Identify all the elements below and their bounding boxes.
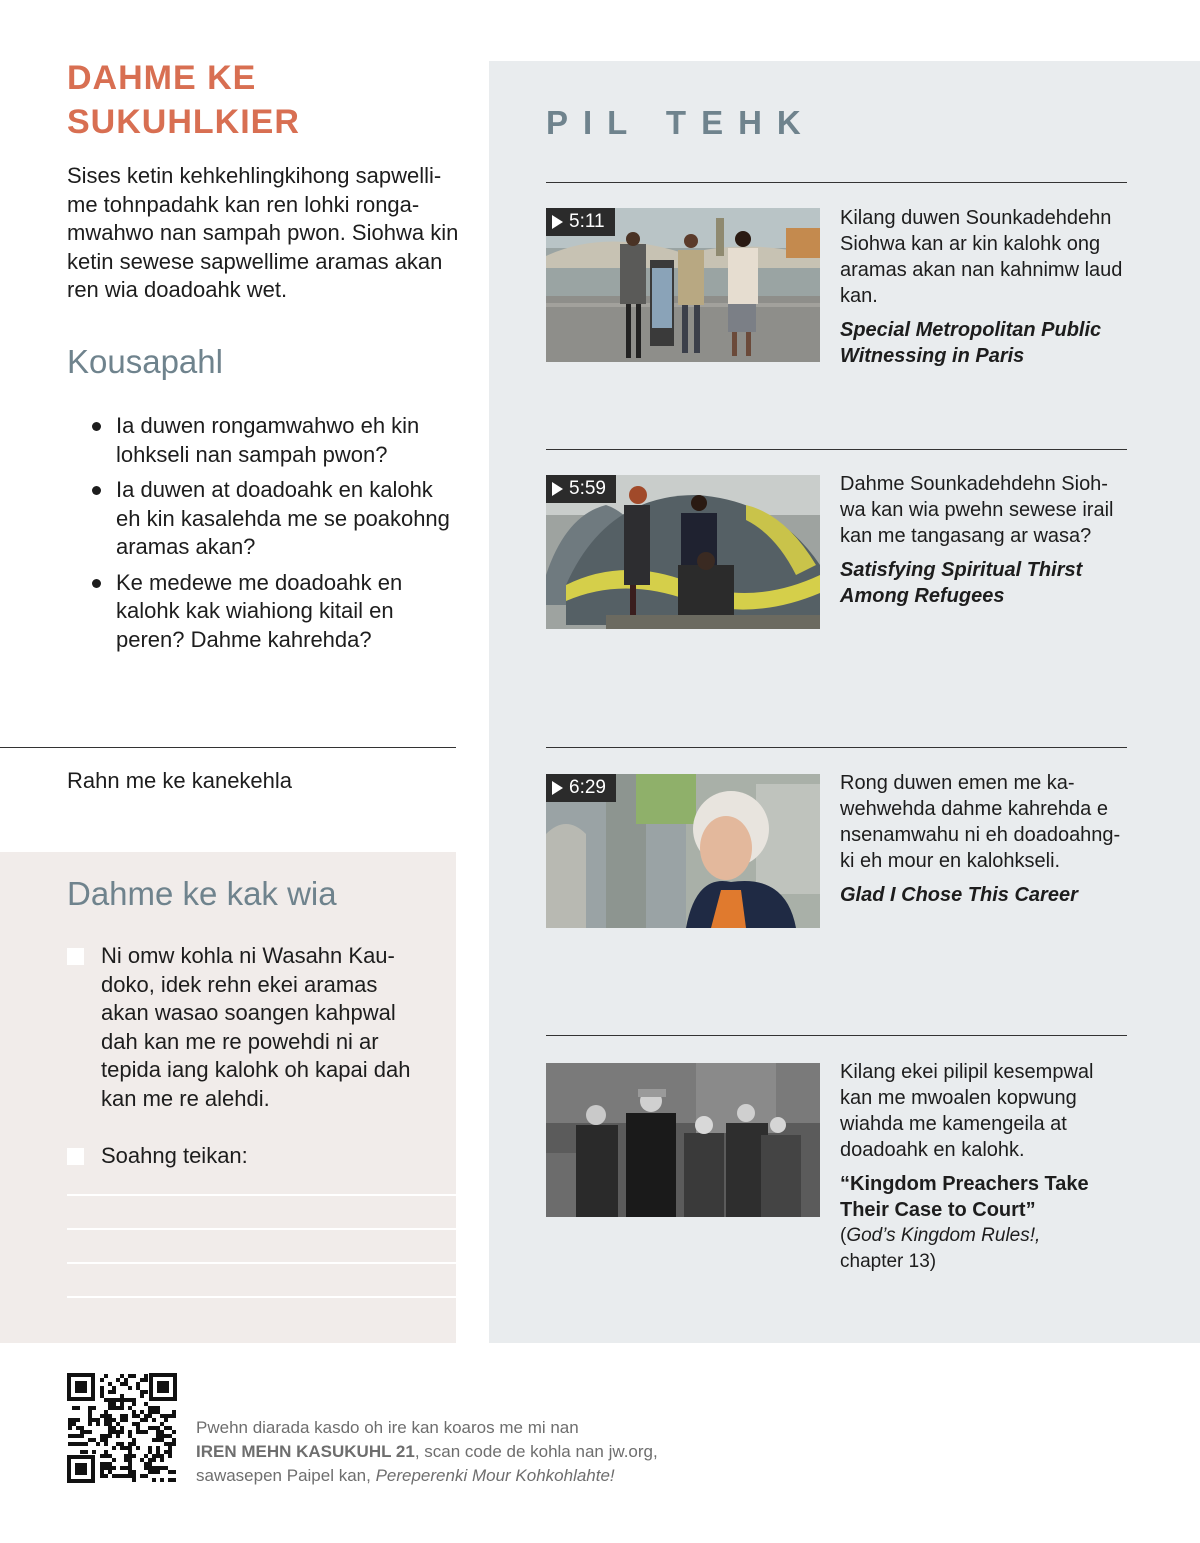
bullet-icon xyxy=(92,579,101,588)
article-source: (God’s Kingdom Rules!, chapter 13) xyxy=(840,1225,1041,1272)
video-duration: 5:11 xyxy=(546,208,615,236)
qr-code-icon xyxy=(67,1373,177,1483)
bullet-icon xyxy=(92,422,101,431)
play-icon xyxy=(552,781,563,795)
review-heading: Kousapahl xyxy=(67,343,223,380)
divider xyxy=(546,1035,1127,1036)
video-info xyxy=(840,1059,1130,1275)
video-duration: 6:29 xyxy=(546,774,616,802)
video-thumbnail[interactable] xyxy=(546,774,820,928)
play-icon xyxy=(552,482,563,496)
divider xyxy=(546,449,1127,450)
divider xyxy=(0,747,456,748)
page-title xyxy=(67,56,447,144)
court-group-image xyxy=(546,1063,820,1217)
video-title[interactable]: Glad I Chose This Career xyxy=(840,884,1078,906)
todo-heading: Dahme ke kak wia xyxy=(67,875,337,912)
video-thumbnail[interactable] xyxy=(546,208,820,362)
checkbox[interactable] xyxy=(67,948,84,965)
date-completed-label: Rahn me ke kanekehla xyxy=(67,768,293,793)
footer-note: Pwehn diarada kasdo oh ire kan koaros me mi nan IREN MEHN KASUKUHL 21, scan code de kohla nan jw.org, sawasepen Paipel kan, Pereperenki Mour Kohkohlahte! xyxy=(196,1418,658,1485)
divider xyxy=(546,182,1127,183)
videos-heading: PIL TEHK xyxy=(546,104,816,141)
video-duration: 5:59 xyxy=(546,475,616,503)
video-info xyxy=(840,471,1130,609)
video-description: Dahme Sounkadehdehn Sioh- wa kan wia pwehn sewese irail kan me tangasang ar wasa? xyxy=(840,473,1114,547)
todo-item-text: Soahng teikan: xyxy=(101,1143,248,1168)
list-item: Ke medewe me doadoahk en kalohk kak wiahiong kitail en peren? Dahme kahrehda? xyxy=(90,569,460,655)
video-description: Rong duwen emen me ka- wehwehda dahme kahrehda e nsenamwahu ni eh doadoahng- ki eh mour en kalohkseli. xyxy=(840,772,1121,872)
todo-item-text: Ni omw kohla ni Wasahn Kau- doko, idek rehn ekei aramas akan wasao soangen kahpwal dah kan me re powehdi ni ar tepida iang kalohk oh kapai dah kan me re alehdi. xyxy=(101,943,411,1111)
intro-paragraph: Sises ketin kehkehlingkihong sapwelli- me tohnpadahk kan ren lohki ronga- mwahwo nan sampah pwon. Siohwa kin ketin sewese sapwellime aramas akan ren wia doadoahk wet. xyxy=(67,163,459,302)
write-in-line[interactable] xyxy=(67,1296,456,1298)
write-in-line[interactable] xyxy=(67,1228,456,1230)
list-item: Ia duwen rongamwahwo eh kin lohkseli nan sampah pwon? xyxy=(90,412,460,469)
video-title[interactable]: Satisfying Spiritual Thirst Among Refugees xyxy=(840,559,1083,607)
article-title[interactable]: “Kingdom Preachers Take Their Case to Court” xyxy=(840,1173,1089,1221)
qr-code[interactable] xyxy=(67,1373,177,1483)
list-item: Ia duwen at doadoahk en kalohk eh kin kasalehda me se poakohng aramas akan? xyxy=(90,476,460,562)
write-in-line[interactable] xyxy=(67,1194,456,1196)
video-info xyxy=(840,205,1130,369)
page-title-line2: SUKUHLKIER xyxy=(67,103,300,141)
todo-item xyxy=(67,942,427,1113)
item-description: Kilang ekei pilipil kesempwal kan me mwoalen kopwung wiahda me kamengeila at doadoahk en kalohk. xyxy=(840,1061,1094,1161)
play-icon xyxy=(552,215,563,229)
divider xyxy=(546,747,1127,748)
write-in-line[interactable] xyxy=(67,1262,456,1264)
video-title[interactable]: Special Metropolitan Public Witnessing in Paris xyxy=(840,319,1102,367)
video-info xyxy=(840,770,1130,908)
page-title-line1: DAHME KE xyxy=(67,59,257,97)
todo-item xyxy=(67,1142,427,1171)
video-description: Kilang duwen Sounkadehdehn Siohwa kan ar kin kalohk ong aramas akan nan kahnimw laud kan. xyxy=(840,207,1123,307)
checkbox[interactable] xyxy=(67,1148,84,1165)
historic-photo xyxy=(546,1063,820,1217)
video-thumbnail[interactable] xyxy=(546,475,820,629)
review-questions xyxy=(90,412,460,661)
bullet-icon xyxy=(92,486,101,495)
